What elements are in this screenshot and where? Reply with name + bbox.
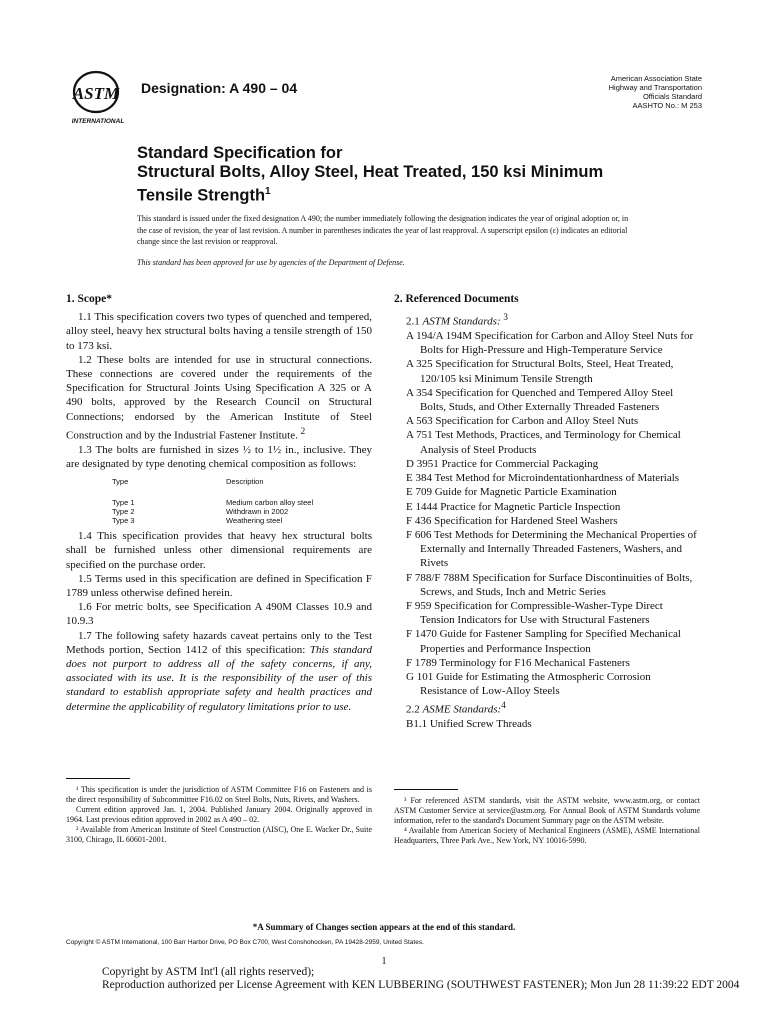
footnote-ref: 1: [265, 186, 271, 197]
footnotes-left: [66, 785, 372, 845]
logo-text: ASTM: [72, 84, 120, 103]
aashto-line: Highway and Transportation: [608, 83, 702, 92]
reference-item: F 788/F 788M Specification for Surface Discontinuities of Bolts, Screws, and Studs, Inch and Metric Series: [406, 571, 693, 598]
reference-item: A 751 Test Methods, Practices, and Terminology for Chemical Analysis of Steel Products: [406, 429, 681, 456]
footnote: ¹ This specification is under the jurisdiction of ASTM Committee F16 on Fasteners and is the direct responsibility of Subcommittee F16.02 on Steel Bolts, Nuts, Rivets, and Washers.: [66, 785, 372, 804]
reference-item: F 1789 Terminology for F16 Mechanical Fasteners: [406, 656, 630, 669]
safety-caveat: This standard does not purport to address all of the safety concerns, if any, associated with its use. It is the responsibility of the user of this standard to establish appropriate safety and health practices and determine the applicability of regulatory limitations prior to use.: [66, 643, 372, 713]
table-cell: Withdrawn in 2002: [226, 507, 289, 517]
table-cell: Type 2: [112, 507, 135, 517]
page-number: 1: [381, 956, 387, 967]
left-column: [66, 292, 372, 714]
footnote-divider: [66, 778, 130, 779]
bolt-types-table: [112, 477, 313, 525]
subsection-asme-standards: 2.2 ASME Standards:$^4$: [406, 700, 506, 716]
title-line: Standard Specification for: [137, 144, 343, 162]
footnote-ref: 3: [503, 312, 508, 323]
table-row: [112, 498, 313, 507]
table-cell: Type 3: [112, 516, 135, 526]
paragraph-1-2: 1.2 These bolts are intended for use in structural connections. These connections are covered under the requirements of the Specification for Structural Joints Using Specification A 325 or A 490 bolts, approved by the Research Council on Structural Connections; endorsed by the American Institute of Steel Construction and by the Industrial Fastener Institute. $^2$: [66, 353, 372, 442]
table-row: [112, 507, 313, 516]
document-header: [66, 68, 706, 128]
paragraph-1-1: 1.1 This specification covers two types of quenched and tempered, alloy steel, heavy hex structural bolts having a tensile strength of 150 to 173 ksi.: [66, 311, 372, 352]
aashto-line: Officials Standard: [642, 92, 702, 101]
paragraph-1-4: 1.4 This specification provides that heavy hex structural bolts shall be furnished unless other dimensional requirements are specified on the purchase order.: [66, 530, 372, 571]
reference-item: B1.1 Unified Screw Threads: [406, 718, 532, 731]
summary-note: *A Summary of Changes section appears at the end of this standard.: [252, 922, 516, 932]
aashto-info: [609, 74, 702, 110]
reference-item: F 436 Specification for Hardened Steel Washers: [406, 514, 618, 527]
dod-approval-notice: This standard has been approved for use by agencies of the Department of Defense.: [137, 258, 405, 267]
subsection-astm-standards: 2.1 ASTM Standards: $^3$: [406, 312, 508, 328]
table-cell: Weathering steel: [226, 516, 283, 526]
reference-item: G 101 Guide for Estimating the Atmospheric Corrosion Resistance of Low-Alloy Steels: [406, 670, 651, 698]
copyright-address: Copyright © ASTM International, 100 Barr Harbor Drive, PO Box C700, West Conshohocken, PA 19428-2959, United States.: [66, 939, 424, 946]
reference-item: E 709 Guide for Magnetic Particle Examination: [406, 486, 617, 499]
footnotes-right: [394, 796, 700, 846]
footer-line: Copyright by ASTM Int'l (all rights reserved);: [102, 966, 315, 978]
designation: Designation: A 490 – 04: [141, 80, 298, 96]
issuance-notice: This standard is issued under the fixed designation A 490; the number immediately following the designation indicates the year of original adoption or, in the case of revision, the year of last revision. A number in parentheses indicates the year of last reapproval. A superscript epsilon (ε) indicates an editorial change since the last revision or reapproval.: [137, 214, 629, 246]
reference-item: E 384 Test Method for Microindentationhardness of Materials: [406, 472, 680, 485]
section-heading-referenced-documents: 2. Referenced Documents: [394, 293, 519, 305]
title-line: Tensile Strength$^1$: [137, 186, 271, 205]
footer-line: Reproduction authorized per License Agreement with KEN LUBBERING (SOUTHWEST FASTENER); Mon Jun 28 11:39:22 EDT 2004: [102, 979, 740, 991]
table-header-cell: Type: [112, 477, 129, 487]
reference-item: A 563 Specification for Carbon and Alloy Steel Nuts: [406, 415, 639, 428]
right-column: [394, 292, 700, 731]
footnote-divider: [394, 789, 458, 790]
paragraph-1-3: 1.3 The bolts are furnished in sizes ½ to 1½ in., inclusive. They are designated by type denoting chemical composition as follows:: [66, 443, 372, 470]
astm-logo-icon: [66, 68, 132, 126]
reference-item: F 1470 Guide for Fastener Sampling for Specified Mechanical Properties and Performance Inspection: [406, 628, 681, 655]
table-cell: Type 1: [112, 498, 135, 508]
paragraph-1-5: 1.5 Terms used in this specification are defined in Specification F 1789 unless otherwise defined herein.: [66, 572, 372, 599]
aashto-line: American Association State: [610, 74, 702, 83]
table-cell: Medium carbon alloy steel: [226, 498, 314, 508]
section-heading-scope: 1. Scope*: [66, 293, 112, 305]
reference-item: F 959 Specification for Compressible-Washer-Type Direct Tension Indicators for Use with Structural Fasteners: [406, 599, 663, 627]
paragraph-1-6: 1.6 For metric bolts, see Specification A 490M Classes 10.9 and 10.9.3: [66, 601, 372, 628]
reference-item: A 325 Specification for Structural Bolts, Steel, Heat Treated, 120/105 ksi Minimum Tensile Strength: [406, 358, 674, 385]
document-title: [137, 144, 677, 206]
license-footer: [102, 966, 739, 992]
table-row: [112, 516, 313, 525]
footnote: ⁴ Available from American Society of Mechanical Engineers (ASME), ASME International Headquarters, Three Park Ave., New York, NY 10016-5990.: [394, 826, 700, 845]
reference-item: A 194/A 194M Specification for Carbon and Alloy Steel Nuts for Bolts for High-Pressure and High-Temperature Service: [406, 330, 694, 357]
title-line: Structural Bolts, Alloy Steel, Heat Treated, 150 ksi Minimum: [137, 163, 604, 181]
table-header-cell: Description: [226, 477, 264, 487]
logo-subtext: INTERNATIONAL: [71, 118, 125, 125]
reference-item: D 3951 Practice for Commercial Packaging: [406, 457, 599, 470]
reference-item: A 354 Specification for Quenched and Tempered Alloy Steel Bolts, Studs, and Other Externally Threaded Fasteners: [406, 386, 674, 414]
footnote-ref: 4: [501, 700, 506, 711]
reference-item: E 1444 Practice for Magnetic Particle Inspection: [406, 500, 621, 513]
footnote: Current edition approved Jan. 1, 2004. Published January 2004. Originally approved in 1964. Last previous edition approved in 2002 as A 490 – 02.: [66, 805, 372, 824]
table-header-row: [112, 477, 313, 498]
aashto-line: AASHTO No.: M 253: [632, 101, 702, 110]
footnote-ref: 2: [300, 425, 306, 436]
footnote: ² Available from American Institute of Steel Construction (AISC), One E. Wacker Dr., Suite 3100, Chicago, IL 60601-2001.: [66, 825, 372, 844]
reference-item: F 606 Test Methods for Determining the Mechanical Properties of Externally and Internally Threaded Fasteners, Washers, and Rivets: [406, 528, 697, 570]
footnote: ³ For referenced ASTM standards, visit the ASTM website, www.astm.org, or contact ASTM Customer Service at service@astm.org. For Annual Book of ASTM Standards volume information, refer to the standard's Document Summary page on the ASTM website.: [394, 796, 700, 825]
paragraph-1-7: 1.7 The following safety hazards caveat pertains only to the Test Methods portion, Section 1412 of this specification: This standard does not purport to address all of the safety concerns, if any, associated with its use. It is the responsibility of the user of this standard to establish appropriate safety and health practices and determine the applicability of regulatory limitations prior to use.: [66, 629, 372, 713]
